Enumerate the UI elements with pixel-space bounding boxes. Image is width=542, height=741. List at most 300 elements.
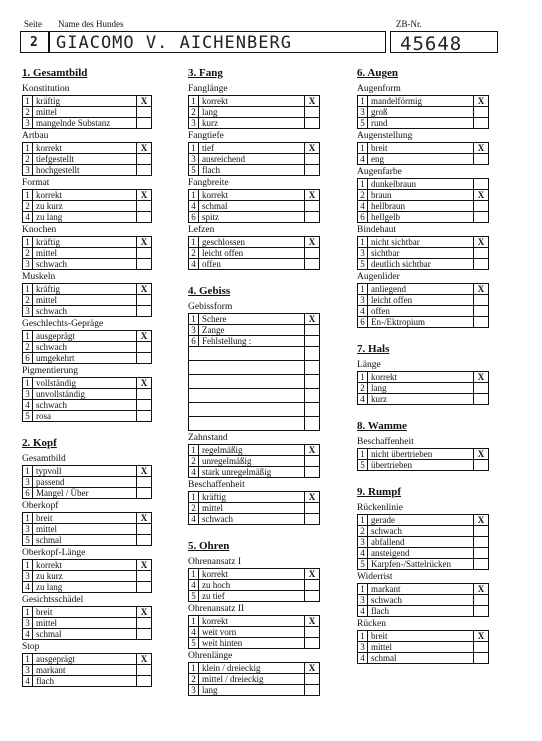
option-checkbox[interactable] bbox=[305, 627, 320, 638]
option-checkbox[interactable]: X bbox=[305, 616, 320, 627]
option-label: lang bbox=[199, 107, 305, 118]
option-table bbox=[357, 236, 489, 270]
group-title: Rückenlinie bbox=[357, 503, 403, 513]
option-checkbox[interactable] bbox=[474, 259, 489, 270]
free-text-cell[interactable] bbox=[189, 403, 305, 417]
option-row bbox=[23, 665, 152, 676]
option-table bbox=[357, 178, 489, 223]
option-checkbox[interactable] bbox=[137, 400, 152, 411]
option-row bbox=[358, 212, 489, 223]
option-row bbox=[358, 118, 489, 129]
option-row bbox=[189, 445, 320, 456]
option-label: schwach bbox=[33, 306, 137, 317]
option-row bbox=[23, 571, 152, 582]
option-label: korrekt bbox=[368, 372, 474, 383]
option-checkbox[interactable] bbox=[305, 118, 320, 129]
option-checkbox[interactable]: X bbox=[474, 449, 489, 460]
option-number: 4 bbox=[358, 394, 368, 405]
option-table bbox=[188, 568, 320, 602]
option-row bbox=[358, 515, 489, 526]
section-title: 1. Gesamtbild bbox=[22, 67, 88, 79]
option-label: kräftig bbox=[33, 96, 137, 107]
option-label: zu tief bbox=[199, 591, 305, 602]
zb-value: 45648 bbox=[400, 33, 463, 55]
option-number: 4 bbox=[358, 306, 368, 317]
option-checkbox[interactable] bbox=[474, 107, 489, 118]
option-checkbox[interactable]: X bbox=[305, 143, 320, 154]
option-checkbox[interactable] bbox=[305, 212, 320, 223]
option-checkbox[interactable] bbox=[137, 165, 152, 176]
option-label: korrekt bbox=[199, 96, 305, 107]
group-title: Beschaffenheit bbox=[357, 437, 414, 447]
option-checkbox[interactable] bbox=[305, 467, 320, 478]
option-number: 1 bbox=[189, 616, 199, 627]
option-label: mangelnde Substanz bbox=[33, 118, 137, 129]
section-title: 3. Fang bbox=[188, 67, 223, 79]
option-checkbox[interactable] bbox=[305, 389, 320, 403]
option-label: kurz bbox=[368, 394, 474, 405]
option-label: offen bbox=[199, 259, 305, 270]
group-title: Konstitution bbox=[22, 84, 70, 94]
option-label: mittel bbox=[199, 503, 305, 514]
free-text-cell[interactable] bbox=[189, 375, 305, 389]
option-checkbox[interactable] bbox=[474, 118, 489, 129]
option-row bbox=[23, 237, 152, 248]
option-row bbox=[23, 513, 152, 524]
option-number: 3 bbox=[23, 477, 33, 488]
free-text-row[interactable] bbox=[189, 375, 320, 389]
option-checkbox[interactable] bbox=[305, 201, 320, 212]
option-number: 5 bbox=[358, 118, 368, 129]
option-number: 2 bbox=[23, 342, 33, 353]
option-checkbox[interactable] bbox=[137, 389, 152, 400]
group-title: Ohrenansatz II bbox=[188, 604, 245, 614]
option-table bbox=[188, 662, 320, 696]
option-row bbox=[358, 259, 489, 270]
option-checkbox[interactable]: X bbox=[137, 331, 152, 342]
option-checkbox[interactable] bbox=[137, 201, 152, 212]
free-text-row[interactable] bbox=[189, 347, 320, 361]
option-checkbox[interactable] bbox=[137, 212, 152, 223]
option-checkbox[interactable] bbox=[474, 383, 489, 394]
option-checkbox[interactable]: X bbox=[474, 237, 489, 248]
option-row bbox=[23, 676, 152, 687]
option-label: breit bbox=[368, 631, 474, 642]
option-checkbox[interactable]: X bbox=[137, 654, 152, 665]
option-label: zu kurz bbox=[33, 571, 137, 582]
option-checkbox[interactable] bbox=[474, 248, 489, 259]
option-number: 1 bbox=[189, 492, 199, 503]
group-title: Oberkopf bbox=[22, 501, 59, 511]
option-label: hellbraun bbox=[368, 201, 474, 212]
option-checkbox[interactable] bbox=[305, 456, 320, 467]
section-title: 6. Augen bbox=[357, 67, 398, 79]
option-row bbox=[358, 653, 489, 664]
option-label: korrekt bbox=[199, 569, 305, 580]
option-label: unregelmäßig bbox=[199, 456, 305, 467]
option-checkbox[interactable] bbox=[474, 606, 489, 617]
option-label: eng bbox=[368, 154, 474, 165]
option-number: 2 bbox=[358, 526, 368, 537]
option-row bbox=[189, 580, 320, 591]
option-checkbox[interactable]: X bbox=[474, 190, 489, 201]
option-number: 4 bbox=[23, 582, 33, 593]
option-number: 3 bbox=[189, 325, 199, 336]
option-label: vollständig bbox=[33, 378, 137, 389]
option-checkbox[interactable]: X bbox=[137, 190, 152, 201]
option-row bbox=[358, 631, 489, 642]
option-checkbox[interactable] bbox=[305, 403, 320, 417]
option-number: 5 bbox=[358, 559, 368, 570]
option-label: stark unregelmäßig bbox=[199, 467, 305, 478]
option-number: 1 bbox=[23, 513, 33, 524]
option-row bbox=[23, 535, 152, 546]
option-checkbox[interactable] bbox=[137, 618, 152, 629]
free-text-row[interactable] bbox=[189, 417, 320, 431]
option-checkbox[interactable] bbox=[474, 537, 489, 548]
option-label: ansteigend bbox=[368, 548, 474, 559]
option-label: flach bbox=[368, 606, 474, 617]
option-label: kräftig bbox=[33, 237, 137, 248]
option-label: klein / dreieckig bbox=[199, 663, 305, 674]
option-checkbox[interactable]: X bbox=[305, 569, 320, 580]
option-checkbox[interactable] bbox=[305, 248, 320, 259]
option-checkbox[interactable]: X bbox=[474, 584, 489, 595]
option-row bbox=[23, 212, 152, 223]
group-title: Augenform bbox=[357, 84, 401, 94]
option-number: 3 bbox=[189, 154, 199, 165]
option-checkbox[interactable] bbox=[137, 259, 152, 270]
option-checkbox[interactable] bbox=[305, 685, 320, 696]
option-table bbox=[22, 189, 152, 223]
option-checkbox[interactable] bbox=[137, 248, 152, 259]
option-table bbox=[188, 444, 320, 478]
option-checkbox[interactable] bbox=[305, 674, 320, 685]
option-row bbox=[358, 449, 489, 460]
free-text-cell[interactable] bbox=[189, 417, 305, 431]
option-row bbox=[358, 642, 489, 653]
option-row bbox=[23, 107, 152, 118]
free-text-cell[interactable] bbox=[189, 347, 305, 361]
option-row bbox=[23, 331, 152, 342]
option-row bbox=[23, 582, 152, 593]
option-row bbox=[189, 467, 320, 478]
option-checkbox[interactable] bbox=[137, 477, 152, 488]
option-checkbox[interactable] bbox=[474, 212, 489, 223]
option-checkbox[interactable]: X bbox=[137, 607, 152, 618]
option-checkbox[interactable] bbox=[474, 317, 489, 328]
option-label: nicht übertrieben bbox=[368, 449, 474, 460]
option-number: 4 bbox=[189, 201, 199, 212]
option-checkbox[interactable]: X bbox=[474, 143, 489, 154]
option-label: mittel / dreieckig bbox=[199, 674, 305, 685]
option-label: offen bbox=[368, 306, 474, 317]
group-title: Augenstellung bbox=[357, 131, 413, 141]
option-label: Fehlstellung : bbox=[199, 336, 305, 347]
option-table bbox=[22, 653, 152, 687]
option-checkbox[interactable] bbox=[305, 503, 320, 514]
option-checkbox[interactable] bbox=[305, 591, 320, 602]
group-title: Artbau bbox=[22, 131, 49, 141]
option-checkbox[interactable]: X bbox=[137, 466, 152, 477]
option-row bbox=[358, 383, 489, 394]
option-checkbox[interactable] bbox=[137, 306, 152, 317]
group-title: Muskeln bbox=[22, 272, 56, 282]
option-label: sichtbar bbox=[368, 248, 474, 259]
option-row bbox=[23, 618, 152, 629]
option-label: schmal bbox=[368, 653, 474, 664]
free-text-row[interactable] bbox=[189, 361, 320, 375]
option-number: 2 bbox=[358, 190, 368, 201]
option-number: 3 bbox=[358, 248, 368, 259]
option-table bbox=[22, 330, 152, 364]
option-checkbox[interactable] bbox=[474, 460, 489, 471]
option-checkbox[interactable]: X bbox=[137, 513, 152, 524]
option-checkbox[interactable] bbox=[305, 154, 320, 165]
option-checkbox[interactable] bbox=[305, 336, 320, 347]
option-row bbox=[358, 284, 489, 295]
option-label: markant bbox=[368, 584, 474, 595]
option-label: spitz bbox=[199, 212, 305, 223]
option-checkbox[interactable]: X bbox=[305, 663, 320, 674]
option-number: 2 bbox=[23, 107, 33, 118]
option-label: schmal bbox=[199, 201, 305, 212]
option-checkbox[interactable] bbox=[137, 524, 152, 535]
option-checkbox[interactable]: X bbox=[474, 284, 489, 295]
option-table bbox=[22, 465, 152, 499]
option-number: 3 bbox=[358, 107, 368, 118]
option-row bbox=[23, 378, 152, 389]
option-row bbox=[358, 143, 489, 154]
option-label: hochgestellt bbox=[33, 165, 137, 176]
option-checkbox[interactable]: X bbox=[305, 237, 320, 248]
option-checkbox[interactable] bbox=[305, 361, 320, 375]
option-checkbox[interactable]: X bbox=[474, 372, 489, 383]
option-checkbox[interactable]: X bbox=[137, 560, 152, 571]
option-row bbox=[189, 96, 320, 107]
option-table bbox=[22, 283, 152, 317]
option-checkbox[interactable] bbox=[137, 295, 152, 306]
option-label: anliegend bbox=[368, 284, 474, 295]
option-checkbox[interactable] bbox=[137, 488, 152, 499]
option-number: 5 bbox=[189, 591, 199, 602]
option-row bbox=[358, 237, 489, 248]
option-label: ausgeprägt bbox=[33, 654, 137, 665]
option-checkbox[interactable]: X bbox=[137, 284, 152, 295]
option-number: 2 bbox=[189, 456, 199, 467]
option-checkbox[interactable] bbox=[137, 353, 152, 364]
option-row bbox=[23, 353, 152, 364]
option-row bbox=[189, 514, 320, 525]
option-number: 2 bbox=[358, 383, 368, 394]
option-row bbox=[358, 559, 489, 570]
option-checkbox[interactable]: X bbox=[137, 96, 152, 107]
option-row bbox=[358, 107, 489, 118]
option-checkbox[interactable] bbox=[305, 417, 320, 431]
option-checkbox[interactable] bbox=[137, 676, 152, 687]
option-checkbox[interactable] bbox=[474, 548, 489, 559]
option-row bbox=[23, 389, 152, 400]
option-checkbox[interactable] bbox=[305, 107, 320, 118]
zb-label: ZB-Nr. bbox=[396, 19, 422, 29]
option-label: korrekt bbox=[33, 560, 137, 571]
option-row bbox=[189, 190, 320, 201]
option-checkbox[interactable] bbox=[137, 342, 152, 353]
option-number: 3 bbox=[23, 259, 33, 270]
option-label: schwach bbox=[33, 400, 137, 411]
option-row bbox=[358, 460, 489, 471]
option-checkbox[interactable] bbox=[137, 665, 152, 676]
option-checkbox[interactable] bbox=[474, 653, 489, 664]
option-table bbox=[188, 615, 320, 649]
option-checkbox[interactable] bbox=[305, 347, 320, 361]
option-row bbox=[358, 372, 489, 383]
option-number: 6 bbox=[189, 336, 199, 347]
option-checkbox[interactable] bbox=[305, 375, 320, 389]
option-label: dunkelbraun bbox=[368, 179, 474, 190]
option-label: korrekt bbox=[33, 143, 137, 154]
option-checkbox[interactable] bbox=[137, 582, 152, 593]
option-row bbox=[358, 584, 489, 595]
option-checkbox[interactable] bbox=[474, 306, 489, 317]
option-checkbox[interactable]: X bbox=[305, 492, 320, 503]
option-checkbox[interactable]: X bbox=[474, 515, 489, 526]
option-label: kräftig bbox=[199, 492, 305, 503]
option-table bbox=[22, 559, 152, 593]
option-row bbox=[23, 295, 152, 306]
option-label: zu lang bbox=[33, 582, 137, 593]
option-checkbox[interactable]: X bbox=[137, 237, 152, 248]
option-label: zu hoch bbox=[199, 580, 305, 591]
option-label: lang bbox=[368, 383, 474, 394]
option-number: 1 bbox=[358, 372, 368, 383]
option-number: 1 bbox=[189, 96, 199, 107]
option-label: schmal bbox=[33, 629, 137, 640]
option-row bbox=[189, 143, 320, 154]
option-row bbox=[23, 201, 152, 212]
free-text-cell[interactable] bbox=[189, 389, 305, 403]
option-checkbox[interactable] bbox=[474, 642, 489, 653]
option-checkbox[interactable]: X bbox=[305, 190, 320, 201]
option-checkbox[interactable] bbox=[137, 107, 152, 118]
option-label: schwach bbox=[33, 259, 137, 270]
free-text-cell[interactable] bbox=[189, 361, 305, 375]
option-row bbox=[189, 616, 320, 627]
option-number: 5 bbox=[23, 535, 33, 546]
option-checkbox[interactable] bbox=[137, 571, 152, 582]
option-row bbox=[189, 336, 320, 347]
group-title: Oberkopf-Länge bbox=[22, 548, 86, 558]
option-number: 1 bbox=[358, 449, 368, 460]
option-checkbox[interactable] bbox=[474, 526, 489, 537]
option-row bbox=[23, 118, 152, 129]
group-title: Format bbox=[22, 178, 50, 188]
option-checkbox[interactable]: X bbox=[137, 143, 152, 154]
option-checkbox[interactable] bbox=[305, 165, 320, 176]
option-number: 1 bbox=[358, 584, 368, 595]
option-checkbox[interactable]: X bbox=[137, 378, 152, 389]
option-number: 3 bbox=[23, 665, 33, 676]
option-number: 5 bbox=[358, 460, 368, 471]
group-title: Ohrenlänge bbox=[188, 651, 233, 661]
option-checkbox[interactable] bbox=[474, 201, 489, 212]
column-right bbox=[357, 64, 489, 666]
option-row bbox=[23, 524, 152, 535]
option-label: hellgelb bbox=[368, 212, 474, 223]
option-checkbox[interactable] bbox=[305, 259, 320, 270]
option-number: 1 bbox=[358, 179, 368, 190]
option-checkbox[interactable] bbox=[305, 514, 320, 525]
option-checkbox[interactable] bbox=[137, 118, 152, 129]
option-row bbox=[189, 259, 320, 270]
option-checkbox[interactable] bbox=[474, 179, 489, 190]
option-checkbox[interactable]: X bbox=[305, 445, 320, 456]
option-number: 3 bbox=[189, 118, 199, 129]
option-number: 6 bbox=[358, 317, 368, 328]
option-label: korrekt bbox=[199, 190, 305, 201]
option-checkbox[interactable] bbox=[137, 411, 152, 422]
option-checkbox[interactable] bbox=[474, 295, 489, 306]
option-row bbox=[189, 325, 320, 336]
option-table bbox=[188, 491, 320, 525]
option-checkbox[interactable] bbox=[137, 535, 152, 546]
option-row bbox=[23, 190, 152, 201]
option-number: 6 bbox=[189, 212, 199, 223]
option-number: 3 bbox=[358, 642, 368, 653]
option-checkbox[interactable] bbox=[305, 325, 320, 336]
section-title: 2. Kopf bbox=[22, 437, 57, 449]
option-number: 5 bbox=[23, 411, 33, 422]
option-number: 2 bbox=[23, 154, 33, 165]
section-title: 4. Gebiss bbox=[188, 285, 231, 297]
option-checkbox[interactable] bbox=[137, 629, 152, 640]
option-table bbox=[188, 189, 320, 223]
free-text-row[interactable] bbox=[189, 389, 320, 403]
option-label: schwach bbox=[368, 526, 474, 537]
option-checkbox[interactable] bbox=[474, 559, 489, 570]
option-table bbox=[357, 371, 489, 405]
option-number: 4 bbox=[189, 580, 199, 591]
option-checkbox[interactable]: X bbox=[305, 96, 320, 107]
option-label: korrekt bbox=[33, 190, 137, 201]
group-title: Stop bbox=[22, 642, 40, 652]
option-number: 4 bbox=[358, 201, 368, 212]
option-checkbox[interactable] bbox=[305, 580, 320, 591]
option-number: 1 bbox=[189, 143, 199, 154]
option-row bbox=[23, 629, 152, 640]
option-checkbox[interactable]: X bbox=[305, 314, 320, 325]
option-row bbox=[23, 165, 152, 176]
option-checkbox[interactable] bbox=[474, 595, 489, 606]
option-checkbox[interactable]: X bbox=[474, 631, 489, 642]
option-number: 1 bbox=[23, 378, 33, 389]
option-checkbox[interactable]: X bbox=[474, 96, 489, 107]
option-number: 2 bbox=[189, 674, 199, 685]
option-number: 4 bbox=[358, 653, 368, 664]
option-number: 6 bbox=[23, 353, 33, 364]
section-title: 8. Wamme bbox=[357, 420, 407, 432]
free-text-row[interactable] bbox=[189, 403, 320, 417]
option-checkbox[interactable] bbox=[474, 394, 489, 405]
option-row bbox=[358, 295, 489, 306]
option-checkbox[interactable] bbox=[474, 154, 489, 165]
option-row bbox=[358, 526, 489, 537]
option-row bbox=[358, 201, 489, 212]
option-checkbox[interactable] bbox=[305, 638, 320, 649]
option-number: 3 bbox=[358, 595, 368, 606]
option-checkbox[interactable] bbox=[137, 154, 152, 165]
option-row bbox=[189, 212, 320, 223]
